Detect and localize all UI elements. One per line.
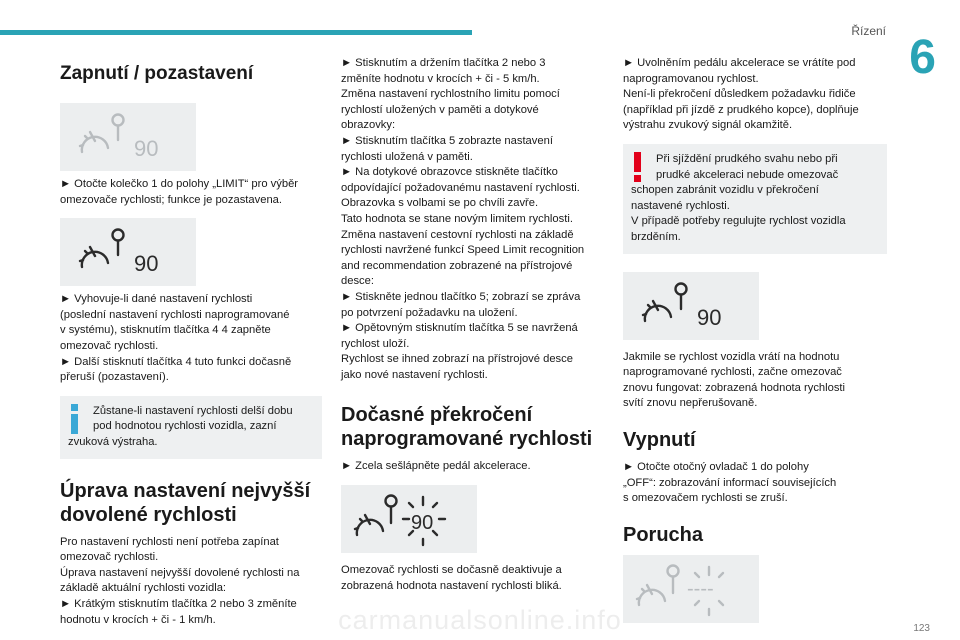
paragraph-deactivated: Omezovač rychlosti se dočasně deaktivuje a zobrazená hodnota nastavení rychlosti bliká. [341, 564, 562, 592]
speed-limiter-icon [631, 277, 751, 335]
display-tile-resumed [623, 272, 759, 340]
warning-note: Při sjíždění prudkého svahu nebo při prudké akceleraci nebude omezovač schopen zabránit vozidlu v překročení nastavené rychlosti. V případě potřeby regulujte rychlost vozidla brzděním. [623, 144, 887, 254]
info-icon [70, 404, 79, 434]
paragraph-adjust: Pro nastavení rychlosti není potřeba zapínat omezovač rychlosti. Úprava nastavení nejvyšší dovolené rychlosti na základě aktuální rychlosti vozidla: ► Krátkým stisknutím tlačítka 2 nebo 3 změníte hodnotu v krocích + či - 1 km/h. [60, 535, 300, 626]
heading-activation: Zapnutí / pozastavení [60, 63, 254, 84]
header-accent-bar [0, 30, 472, 35]
heading-temporary-exceed: Dočasné překročení naprogramované rychlosti [341, 404, 593, 451]
heading-switch-off: Vypnutí [623, 428, 696, 451]
display-tile-blinking [341, 485, 477, 553]
tile-fault-dashes: ---- [687, 577, 714, 600]
heading-adjust-limit: Úprava nastavení nejvyšší dovolené rychlosti [60, 479, 311, 526]
paragraph-limit-select: ► Otočte kolečko 1 do polohy „LIMIT“ pro výběr omezovače rychlosti; funkce je pozastavena. [60, 178, 299, 206]
paragraph-switch-off: ► Otočte otočný ovladač 1 do polohy „OFF“: zobrazování informací souvisejících s omezovačem rychlosti se zruší. [623, 460, 837, 505]
paragraph-activate: ► Vyhovuje-li dané nastavení rychlosti (poslední nastavení rychlosti naprogramované v systému), stisknutím tlačítka 4 4 zapněte omezovač rychlosti. ► Další stisknutí tlačítka 4 tuto funkci dočasně přeruší (pozastavení). [60, 293, 292, 384]
tile1-speed: 90 [134, 136, 159, 161]
column-1 [60, 56, 322, 628]
display-tile-active [60, 218, 196, 286]
heading-fault: Porucha [623, 523, 704, 546]
paragraph-memory-speeds: ► Stisknutím a držením tlačítka 2 nebo 3 změníte hodnotu v krocích + či - 5 km/h. Změna nastavení rychlostního limitu pomocí rychlostí uložených v paměti a dotykové obrazovky: ► Stisknutím tlačítka 5 zobrazte nastavení rychlosti uložená v paměti. ► Na dotykové obrazovce stiskněte tlačítko odpovídající požadovanému nastavení rychlosti. Obrazovka s volbami se po chvíli zavře. Tato hodnota se stane novým limitem rychlosti. Změna nastavení cestovní rychlosti na základě rychlosti navržené funkcí Speed Limit recognition and recommendation zobrazené na přístrojové desce: ► Stiskněte jednou tlačítko 5; zobrazí se zpráva po potvrzení požadavku na uložení. ► Opětovným stisknutím tlačítka 5 se navržená rychlost uloží. Rychlost se ihned zobrazí na přístrojové desce jako nové nastavení rychlosti. [341, 57, 585, 381]
column-2 [341, 56, 603, 594]
info-note: Zůstane-li nastavení rychlosti delší dobu pod hodnotou rychlosti vozidla, zazní zvuková výstraha. [60, 396, 322, 459]
paragraph-press-pedal: ► Zcela sešlápněte pedál akcelerace. [341, 460, 531, 473]
display-tile-fault [623, 555, 759, 623]
speed-limiter-blinking-icon [347, 489, 471, 549]
column-3 [623, 56, 887, 623]
watermark: carmanualsonline.info [338, 605, 622, 635]
tile-blink-speed: 90 [411, 512, 434, 535]
warning-icon [633, 152, 642, 182]
paragraph-resumed: Jakmile se rychlost vozidla vrátí na hodnotu naprogramované rychlosti, začne omezovač znovu fungovat: zobrazená hodnota rychlosti svítí znovu nepřerušovaně. [623, 350, 846, 410]
speed-limiter-icon [68, 223, 188, 281]
tile2-speed: 90 [134, 251, 159, 277]
section-title: Řízení [851, 24, 886, 38]
speed-limiter-fault-icon [629, 559, 753, 619]
display-tile-paused [60, 103, 196, 171]
chapter-number: 6 [909, 31, 936, 84]
paragraph-release-pedal: ► Uvolněním pedálu akcelerace se vrátíte pod naprogramovanou rychlost. Není-li překročení důsledkem požadavku řidiče (například při jízdě z prudkého kopce), doplňuje výstrahu zvukový signál okamžitě. [623, 57, 859, 132]
tile3-speed: 90 [697, 304, 722, 330]
page-number: 123 [913, 623, 930, 634]
speed-limiter-icon [68, 108, 188, 166]
